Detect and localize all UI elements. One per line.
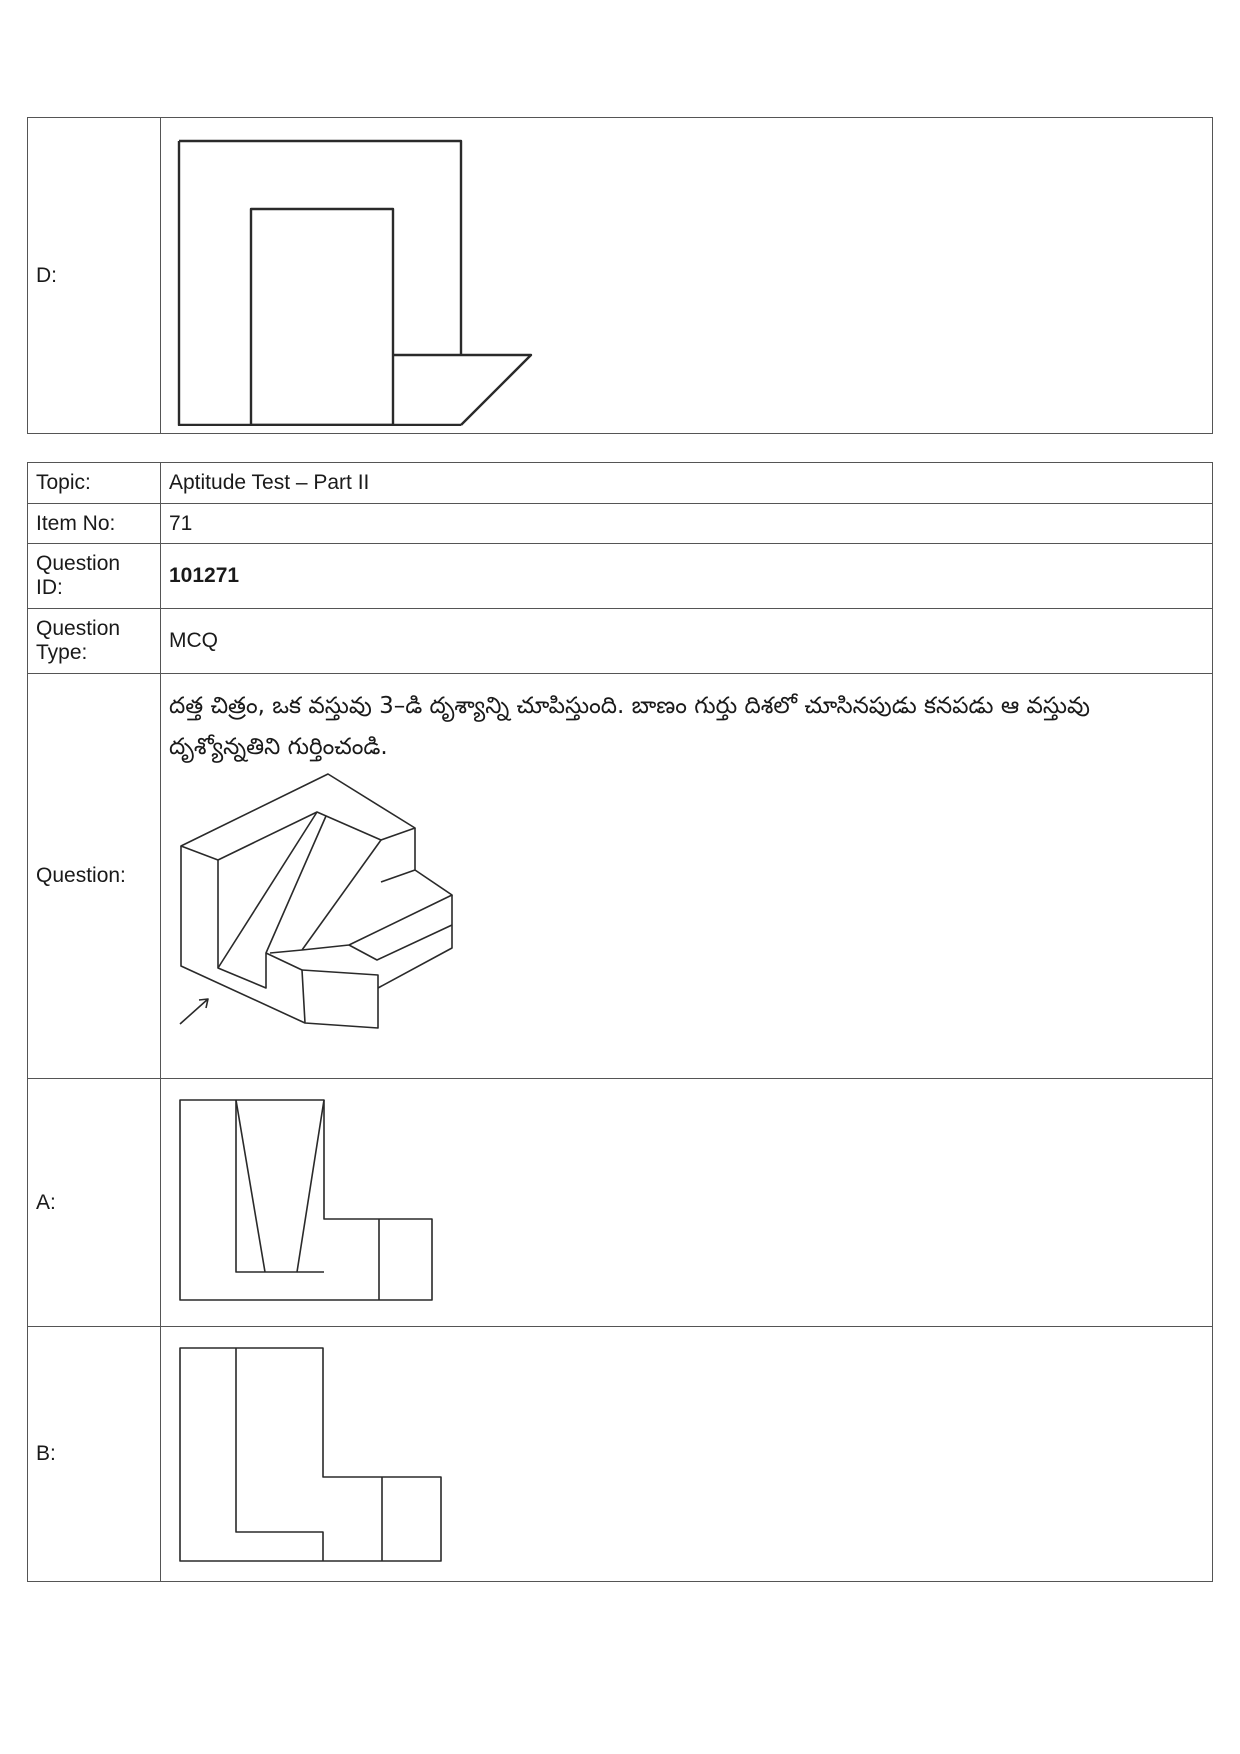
question-3d-figure	[169, 770, 489, 1050]
option-d-figure-cell[interactable]	[161, 118, 1213, 434]
option-a-row	[28, 1079, 1213, 1327]
option-b-label: B:	[28, 1327, 161, 1582]
option-d-table	[27, 117, 1213, 434]
item-no-value: 71	[161, 504, 1213, 544]
option-d-label: D:	[28, 118, 161, 434]
question-cell	[161, 674, 1213, 1079]
figure-top-face	[181, 774, 415, 860]
question-row	[28, 674, 1213, 1079]
topic-row	[28, 463, 1213, 504]
item-no-label: Item No:	[28, 504, 161, 544]
option-a-figure-cell[interactable]	[161, 1079, 1213, 1327]
question-table	[27, 462, 1213, 1582]
option-a-slants	[236, 1100, 324, 1272]
option-d-inner-rect	[251, 209, 393, 425]
option-b-outer	[180, 1348, 441, 1561]
item-no-row	[28, 504, 1213, 544]
figure-right-side	[381, 828, 415, 882]
option-d-figure	[169, 126, 569, 426]
question-id-value: 101271	[161, 544, 1213, 609]
option-b-inner	[236, 1348, 323, 1561]
figure-left-outline	[181, 846, 305, 1023]
question-type-label: Question Type:	[28, 609, 161, 674]
question-id-label: Question ID:	[28, 544, 161, 609]
figure-slope-edge	[302, 840, 381, 950]
option-a-label: A:	[28, 1079, 161, 1327]
arrow-icon	[180, 999, 208, 1024]
option-d-slanted-base	[393, 355, 531, 425]
question-type-value: MCQ	[161, 609, 1213, 674]
figure-slope-lines	[218, 812, 326, 968]
option-b-figure	[169, 1334, 469, 1574]
option-b-row	[28, 1327, 1213, 1582]
question-label: Question:	[28, 674, 161, 1079]
option-a-outer	[180, 1100, 432, 1300]
question-text: దత్త చిత్రం, ఒక వస్తువు 3–డి దృశ్యాన్ని చూపిస్తుంది. బాణం గుర్తు దిశలో చూసినపుడు కనపడు ఆ వస్తువు దృశ్యోన్నతిని గుర్తించండి.	[169, 693, 1090, 760]
option-d-outer-frame	[179, 141, 461, 425]
question-id-row	[28, 544, 1213, 609]
topic-value: Aptitude Test – Part II	[161, 463, 1213, 504]
option-a-figure	[169, 1088, 469, 1318]
option-b-figure-cell[interactable]	[161, 1327, 1213, 1582]
topic-label: Topic:	[28, 463, 161, 504]
question-type-row	[28, 609, 1213, 674]
figure-front-block	[302, 970, 378, 1028]
figure-front-face	[218, 860, 302, 988]
option-d-row	[28, 118, 1213, 434]
